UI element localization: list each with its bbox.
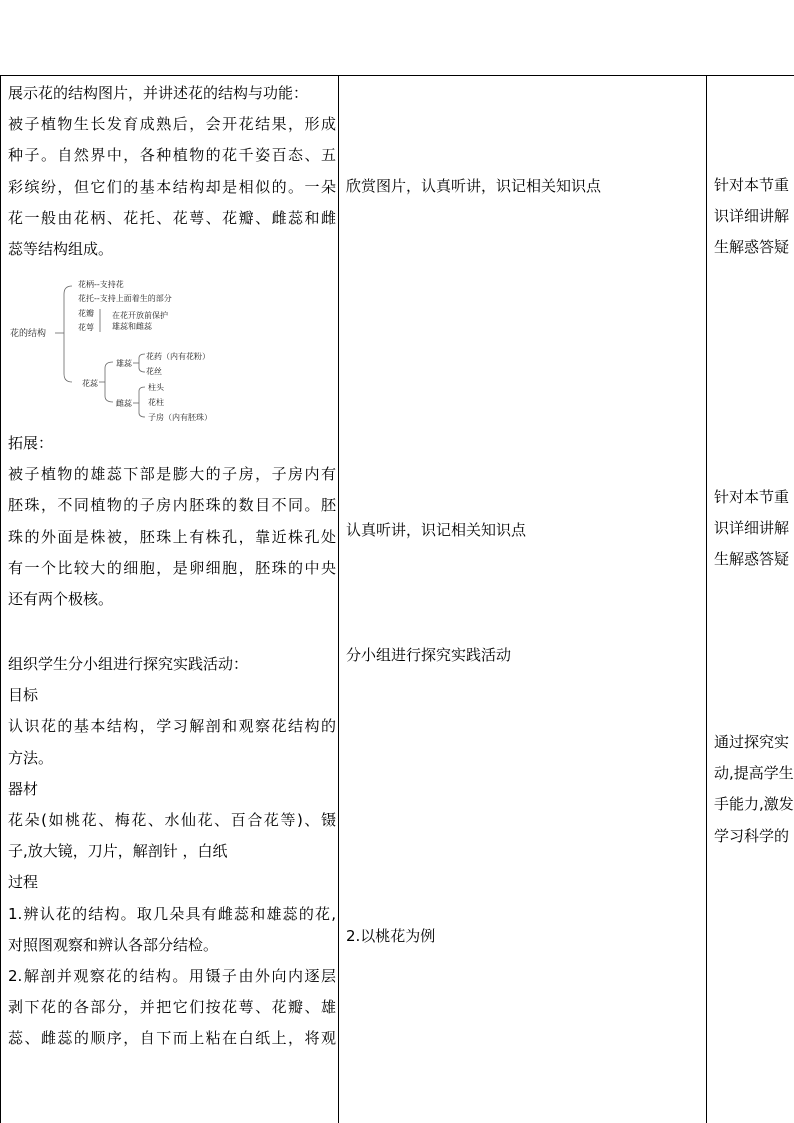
text-line: 展示花的结构图片，并讲述花的结构与功能：	[8, 84, 309, 102]
diagram-anther: 花药（内有花粉）	[146, 352, 210, 361]
text-line: 剥下花的各部分，并把它们按花萼、花瓣、雄	[8, 998, 336, 1017]
text-line: 学习科学的	[714, 826, 790, 845]
extension-paragraph	[8, 428, 336, 615]
text-line: 过程	[8, 873, 39, 892]
text-line: 种子。自然界中，各种植物的花千姿百态、五	[8, 146, 336, 165]
column-divider-2	[706, 75, 707, 1123]
diagram-brace-main	[64, 286, 72, 382]
diagram-brace-core	[105, 362, 113, 402]
table-top-border	[0, 75, 794, 76]
text-line: 针对本节重	[714, 176, 790, 194]
diagram-stigma: 柱头	[148, 383, 164, 392]
text-line: 方法。	[8, 748, 54, 767]
intro-paragraph	[8, 78, 336, 265]
text-line: 花一般由花柄、花托、花萼、花瓣、雌蕊和雌	[8, 208, 336, 227]
diagram-receptacle: 花托--支持上面着生的部分	[78, 294, 172, 303]
text-line: 子,放大镜，刀片，解剖针 ，白纸	[8, 842, 228, 861]
text-line: 针对本节重	[714, 488, 790, 506]
diagram-brace-stamen	[139, 354, 145, 372]
student-activity-1: 欣赏图片，认真听讲，识记相关知识点	[346, 177, 602, 195]
text-line: 器材	[8, 779, 39, 798]
student-activity-3: 分小组进行探究实践活动	[346, 646, 512, 664]
text-line: 目标	[8, 686, 39, 705]
text-line: 动,提高学生	[714, 764, 794, 783]
text-line: 彩缤纷，但它们的基本结构却是相似的。一朵	[8, 177, 336, 196]
table-left-border	[0, 75, 1, 1123]
text-line: 珠的外面是株被，胚珠上有株孔，靠近株孔处	[8, 527, 336, 546]
text-line: 蕊等结构组成。	[8, 240, 114, 259]
text-line: 识详细讲解	[714, 207, 790, 226]
text-line: 识详细讲解	[714, 519, 790, 538]
text-line: 对照图观察和辨认各部分结检。	[8, 935, 219, 954]
text-line: 手能力,激发	[714, 795, 794, 814]
diagram-ovary: 子房（内有胚珠）	[148, 413, 212, 422]
diagram-sepal: 花萼	[78, 323, 94, 332]
diagram-style: 花柱	[148, 398, 164, 407]
activity-paragraph	[8, 649, 336, 1055]
student-activity-4: 2.以桃花为例	[346, 927, 436, 945]
diagram-protect-line2: 雄蕊和雌蕊	[112, 322, 152, 331]
text-line: 生解惑答疑	[714, 550, 790, 569]
diagram-root: 花的结构	[10, 329, 47, 339]
diagram-stamen: 雄蕊	[116, 359, 132, 368]
flower-structure-diagram	[8, 276, 268, 426]
text-line: 被子植物生长发育成熟后，会开花结果，形成	[8, 115, 336, 134]
diagram-stalk: 花柄--支持花	[78, 280, 124, 289]
diagram-petal: 花瓣	[78, 309, 94, 318]
design-intent-1	[714, 170, 794, 264]
column-divider-1	[338, 75, 339, 1123]
text-line: 1.辨认花的结构。取几朵具有雌蕊和雄蕊的花,	[8, 904, 336, 923]
student-activity-2: 认真听讲，识记相关知识点	[346, 521, 527, 539]
text-line: 蕊、雌蕊的顺序，自下而上粘在白纸上，将观	[8, 1029, 336, 1048]
design-intent-2	[714, 482, 794, 576]
diagram-brace-pistil	[139, 387, 145, 417]
diagram-core: 花蕊	[82, 379, 98, 388]
text-line: 拓展：	[8, 434, 54, 452]
text-line: 花朵(如桃花、梅花、水仙花、百合花等)、镊	[8, 811, 336, 830]
text-line: 有一个比较大的细胞，是卵细胞，胚珠的中央	[8, 558, 336, 577]
design-intent-3	[714, 727, 794, 852]
text-line: 被子植物的雄蕊下部是膨大的子房，子房内有	[8, 465, 336, 484]
text-line: 组织学生分小组进行探究实践活动：	[8, 655, 249, 673]
text-line: 认识花的基本结构，学习解剖和观察花结构的	[8, 717, 336, 736]
text-line: 胚珠，不同植物的子房内胚珠的数目不同。胚	[8, 496, 336, 515]
text-line: 还有两个极核。	[8, 590, 114, 609]
text-line: 生解惑答疑	[714, 238, 790, 257]
text-line: 2.解剖并观察花的结构。用镊子由外向内逐层	[8, 967, 336, 986]
diagram-pistil: 雌蕊	[116, 399, 132, 408]
text-line: 通过探究实	[714, 733, 790, 751]
diagram-filament: 花丝	[146, 367, 162, 376]
diagram-protect-line1: 在花开放前保护	[112, 311, 168, 320]
